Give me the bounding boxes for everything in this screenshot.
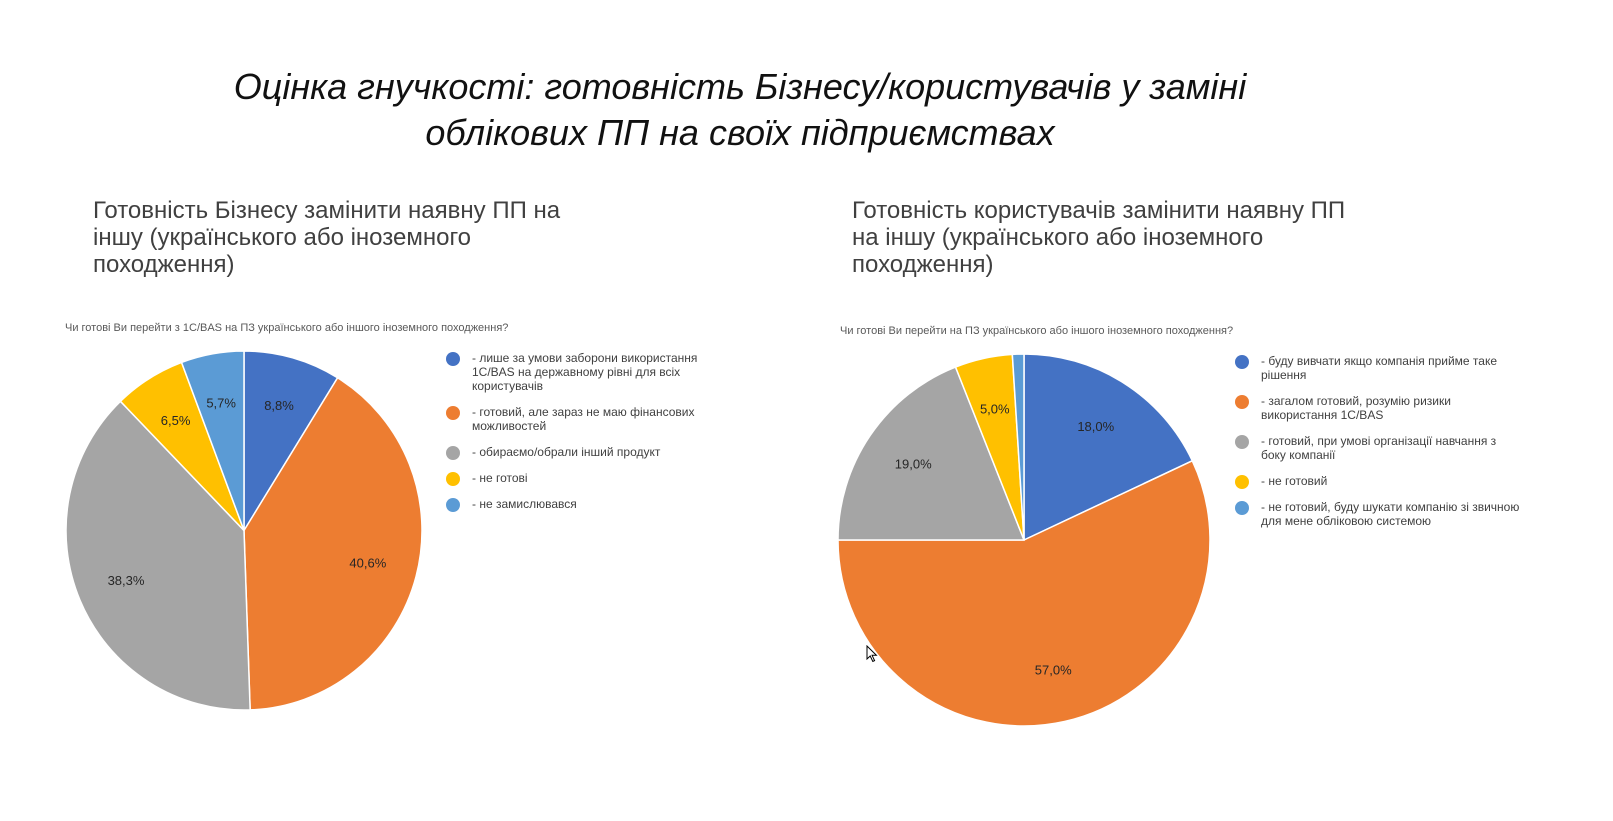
chart-1-data-label-4: 6,5% [160,413,191,429]
chart-1-pie [66,351,422,710]
chart-1-legend-label-1: - лише за умови заборони використання 1С/BAS на державному рівні для всіх користувачів [472,351,698,393]
chart-2-legend-label-1: - буду вивчати якщо компанія прийме таке рішення [1261,354,1498,382]
chart-2-legend-marker-3 [1235,435,1249,449]
chart-2-legend-marker-5 [1235,501,1249,515]
chart-2-legend-marker-4 [1235,475,1249,489]
chart-2-question: Чи готові Ви перейти на ПЗ українського або іншого іноземного походження? [840,325,1234,337]
chart-1-legend-item-3 [446,445,736,459]
chart-2-legend-item-1 [1235,354,1520,382]
chart-2-legend-item-3 [1235,434,1520,462]
chart-2-legend-label-2: - загалом готовий, розумію ризики використання 1С/BAS [1261,394,1451,422]
chart-2-data-label-1: 18,0% [1077,418,1115,434]
chart-2-heading: Готовність користувачів замінити наявну ПП на іншу (українського або іноземного походження) [852,197,1346,278]
chart-2-legend-label-5: - не готовий, буду шукати компанію зі звичною для мене обліковою системою [1261,500,1520,528]
chart-1-legend-item-2 [446,405,736,433]
slide-title-line-1: Оцінка гнучкості: готовність Бізнесу/користувачів у заміні [233,66,1247,107]
chart-2-legend [1235,354,1520,540]
chart-1-legend-label-2: - готовий, але зараз не маю фінансових можливостей [472,405,695,433]
chart-1-legend-label-3: - обираємо/обрали інший продукт [472,445,661,459]
chart-1-legend-marker-5 [446,498,460,512]
chart-1-data-label-5: 5,7% [206,395,236,411]
chart-1-legend-label-4: - не готові [472,471,528,485]
chart-1-legend [446,351,736,523]
chart-1-legend-item-4 [446,471,736,485]
chart-1-legend-marker-4 [446,472,460,486]
chart-1-legend-marker-1 [446,352,460,366]
chart-1-data-label-3: 38,3% [107,572,145,588]
slide-title [0,64,1480,156]
chart-1-heading: Готовність Бізнесу замінити наявну ПП на іншу (українського або іноземного походження) [93,197,561,278]
chart-2-legend-item-2 [1235,394,1520,422]
chart-1-legend-marker-3 [446,446,460,460]
chart-1-legend-item-1 [446,351,736,393]
chart-2-data-label-4: 5,0% [979,401,1010,417]
chart-2-legend-item-5 [1235,500,1520,528]
chart-2-pie [838,354,1210,726]
slide-title-line-2: облікових ПП на своїх підприємствах [425,112,1055,153]
chart-1-legend-marker-2 [446,406,460,420]
chart-2-legend-item-4 [1235,474,1520,488]
mouse-cursor-icon [866,645,878,663]
chart-1-question: Чи готові Ви перейти з 1С/BAS на ПЗ українського або іншого іноземного походження? [65,322,509,334]
chart-2-data-label-3: 19,0% [894,456,932,472]
chart-2-legend-marker-1 [1235,355,1249,369]
chart-2-legend-label-3: - готовий, при умові організації навчання з боку компанії [1261,434,1497,462]
chart-2-legend-marker-2 [1235,395,1249,409]
chart-1-legend-item-5 [446,497,736,511]
chart-1-data-label-1: 8,8% [264,398,294,414]
chart-1-data-label-2: 40,6% [349,555,387,571]
chart-2-data-label-2: 57,0% [1034,662,1072,678]
chart-2-legend-label-4: - не готовий [1261,474,1328,488]
chart-1-legend-label-5: - не замислювався [472,497,577,511]
